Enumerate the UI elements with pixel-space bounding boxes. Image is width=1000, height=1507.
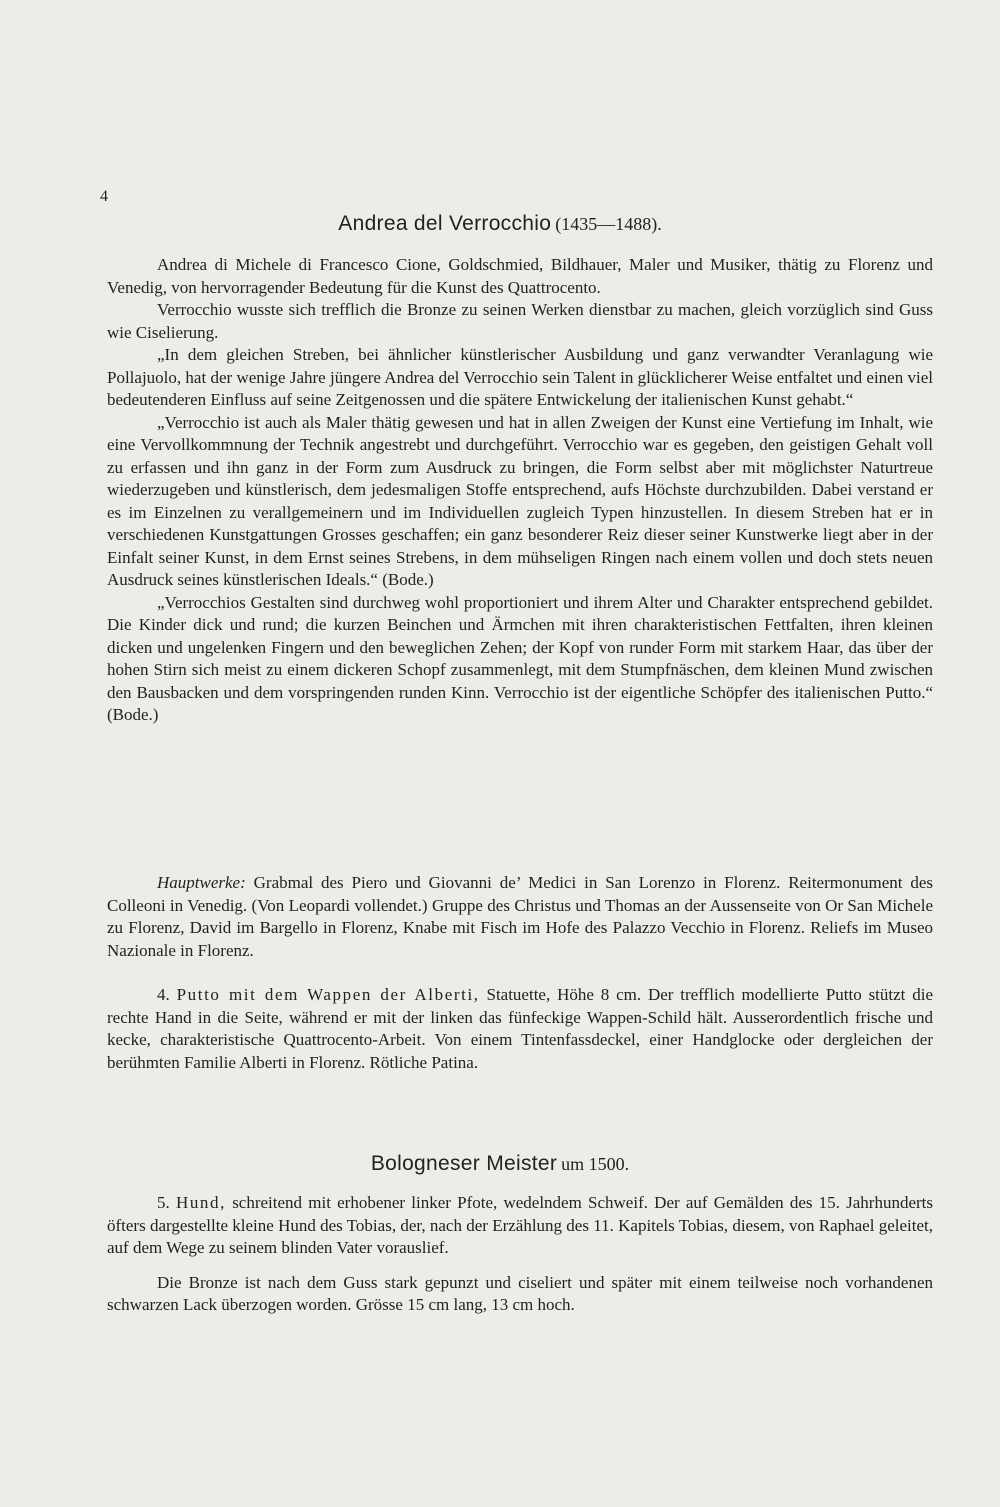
paragraph: Verrocchio wusste sich trefflich die Bronze zu seinen Werken dienstbar zu machen, gleich vorzüglich sind Guss wie Ciselierung.: [107, 300, 933, 342]
verrocchio-biography: [107, 254, 933, 727]
artist-name: Andrea del Verrocchio: [338, 212, 552, 235]
entry-text: Statuette, Höhe 8 cm. Der trefflich modellierte Putto stützt die rechte Hand in die Seite, während er mit der linken das fünfeckige Wappen-Schild hält. Ausserordentlich frische und kecke, charakteristische Quattrocento-Arbeit. Von einem Tintenfassdeckel, einer Handglocke oder dergleichen der berühmten Familie Alberti in Florenz. Rötliche Patina.: [107, 985, 934, 1072]
page-number: 4: [100, 188, 108, 205]
catalogue-entry-4: [107, 984, 933, 1074]
entry-title: Putto mit dem Wappen der Alberti,: [176, 985, 480, 1004]
main-works-and-catalogue: [107, 872, 933, 1074]
catalogue-entry-5: [107, 1192, 933, 1260]
bolognese-catalogue: [107, 1192, 933, 1317]
paragraph: „Verrocchio ist auch als Maler thätig gewesen und hat in allen Zweigen der Kunst eine Vertiefung im Inhalt, wie eine Vervollkommnung der Technik angestrebt und durchgeführt. Verrocchio war es gegeben, den geistigen Gehalt voll zu erfassen und ihn ganz in der Form zum Ausdruck zu bringen, die Form selbst aber mit möglichster Naturtreue wiederzugeben und künstlerisch, dem jedesmaligen Stoffe entsprechend, aufs Höchste durchzubilden. Dabei verstand er es im Einzelnen zu verallgemeinern und im Individuellen zugleich Typen hinzustellen. In diesem Streben hat er in verschiedenen Kunstgattungen Grosses geschaffen; ein ganz besonderer Reiz dieser seiner Kunstwerke liegt aber in der Einfalt seiner Kunst, in dem Ernst seines Strebens, in dem mühseligen Ringen nach einem vollen und doch stets neuen Ausdruck seines künstlerischen Ideals.“ (Bode.): [107, 412, 933, 589]
main-works-text: Grabmal des Piero und Giovanni de’ Medici in San Lorenzo in Florenz. Reitermonument des Colleoni in Venedig. (Von Leopardi vollendet.) Gruppe des Christus und Thomas an der Aussenseite von Or San Michele zu Florenz, David im Bargello in Florenz, Knabe mit Fisch im Hofe des Palazzo Vecchio in Florenz. Reliefs im Museo Nazionale in Florenz.: [107, 873, 934, 960]
main-works-label: Hauptwerke:: [157, 873, 246, 892]
paragraph: Die Bronze ist nach dem Guss stark gepunzt und ciseliert und später mit einem teilweise noch vorhandenen schwarzen Lack überzogen worden. Grösse 15 cm lang, 13 cm hoch.: [107, 1272, 933, 1314]
entry-text: schreitend mit erhobener linker Pfote, wedelndem Schweif. Der auf Gemälden des 15. Jahrhunderts öfters dargestellte kleine Hund des Tobias, der, nach der Erzählung des 11. Kapitels Tobias, diesem, von Raphael geleitet, auf dem Wege zu seinem blinden Vater vorauslief.: [107, 1193, 934, 1257]
paragraph: „Verrocchios Gestalten sind durchweg wohl proportioniert und ihrem Alter und Charakter entsprechend gebildet. Die Kinder dick und rund; die kurzen Beinchen und Ärmchen mit ihren charakteristischen Fettfalten, ihren kleinen dicken und ungelenken Fingern und den beweglichen Zehen; der Kopf von runder Form mit starkem Haar, das über der hohen Stirn sich meist zu einem dickeren Schopf zusammenlegt, mit dem Stumpfnäschen, dem kleinen Mund zwischen den Bausbacken und dem vorspringenden runden Kinn. Verrocchio ist der eigentliche Schöpfer des italienischen Putto.“ (Bode.): [107, 592, 933, 724]
paragraph: „In dem gleichen Streben, bei ähnlicher künstlerischer Ausbildung und ganz verwandter Veranlagung wie Pollajuolo, hat der wenige Jahre jüngere Andrea del Verrocchio sein Talent in glücklicherer Weise entfaltet und einen viel bedeutenderen Einfluss auf seine Zeitgenossen und die spätere Entwickelung der italienischen Kunst gehabt.“: [107, 345, 933, 409]
entry-number: 5.: [157, 1193, 170, 1212]
entry-number: 4.: [157, 985, 170, 1004]
section-heading-verrocchio: [0, 212, 1000, 236]
master-dates: um 1500.: [561, 1154, 630, 1174]
main-works-paragraph: [107, 872, 933, 962]
section-heading-bolognese: [0, 1152, 1000, 1176]
master-name: Bologneser Meister: [370, 1152, 558, 1175]
paragraph: Andrea di Michele di Francesco Cione, Goldschmied, Bildhauer, Maler und Musiker, thätig zu Florenz und Venedig, von hervorragender Bedeutung für die Kunst des Quattrocento.: [107, 255, 933, 297]
artist-dates: (1435—1488).: [555, 214, 662, 234]
entry-title: Hund,: [175, 1193, 226, 1212]
